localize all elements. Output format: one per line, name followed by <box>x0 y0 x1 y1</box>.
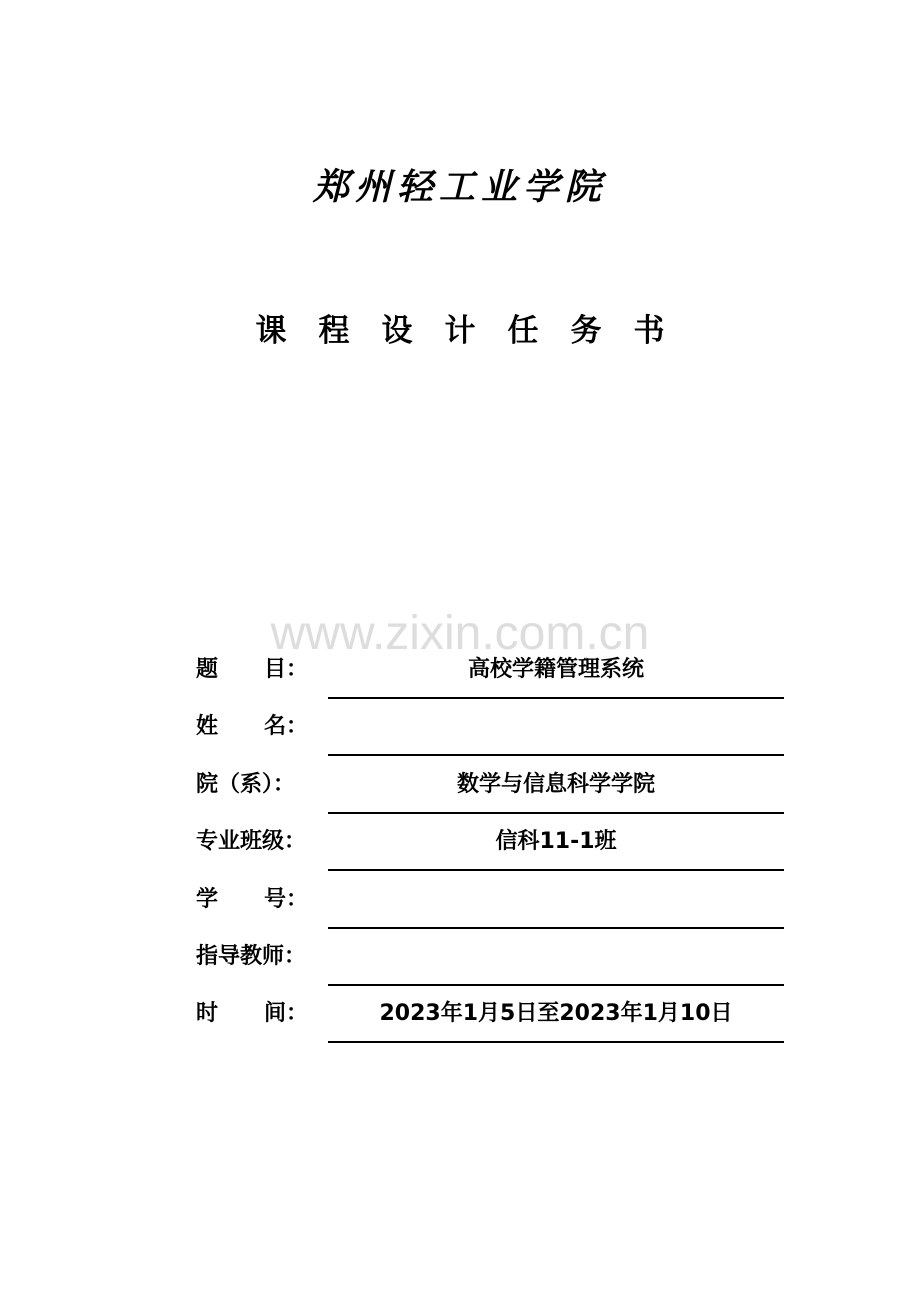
form-label-class: 专业班级： <box>196 829 307 854</box>
form-label-department: 院（系）： <box>196 772 296 797</box>
form-row-department <box>196 765 786 805</box>
form-label-time: 时 间： <box>196 1001 308 1026</box>
form-underline-class <box>328 869 784 871</box>
form-row-time <box>196 994 786 1034</box>
watermark: www.zixin.com.cn <box>270 607 650 660</box>
form-row-student-id <box>196 880 786 920</box>
form-underline-advisor <box>328 984 784 986</box>
form-label-name: 姓 名： <box>196 714 308 739</box>
form-row-class <box>196 822 786 862</box>
form-underline-student-id <box>328 927 784 929</box>
form-value-topic: 高校学籍管理系统 <box>467 657 644 682</box>
form-underline-name <box>328 754 784 756</box>
form-label-advisor: 指导教师： <box>196 944 307 969</box>
form-underline-time <box>328 1041 784 1043</box>
form-label-student-id: 学 号： <box>196 887 308 912</box>
form-label-topic: 题 目： <box>196 657 308 682</box>
form-row-name <box>196 707 786 747</box>
form-row-topic <box>196 650 786 690</box>
form-value-class: 信科11-1班 <box>495 829 617 854</box>
document-title: 课程设计任务书 <box>255 313 697 349</box>
form-value-time: 2023年1月5日至2023年1月10日 <box>379 1001 733 1026</box>
form-underline-topic <box>328 697 784 699</box>
form-row-advisor <box>196 937 786 977</box>
school-name: 郑州轻工业学院 <box>312 166 607 208</box>
form-underline-department <box>328 812 784 814</box>
form-value-department: 数学与信息科学学院 <box>456 772 655 797</box>
